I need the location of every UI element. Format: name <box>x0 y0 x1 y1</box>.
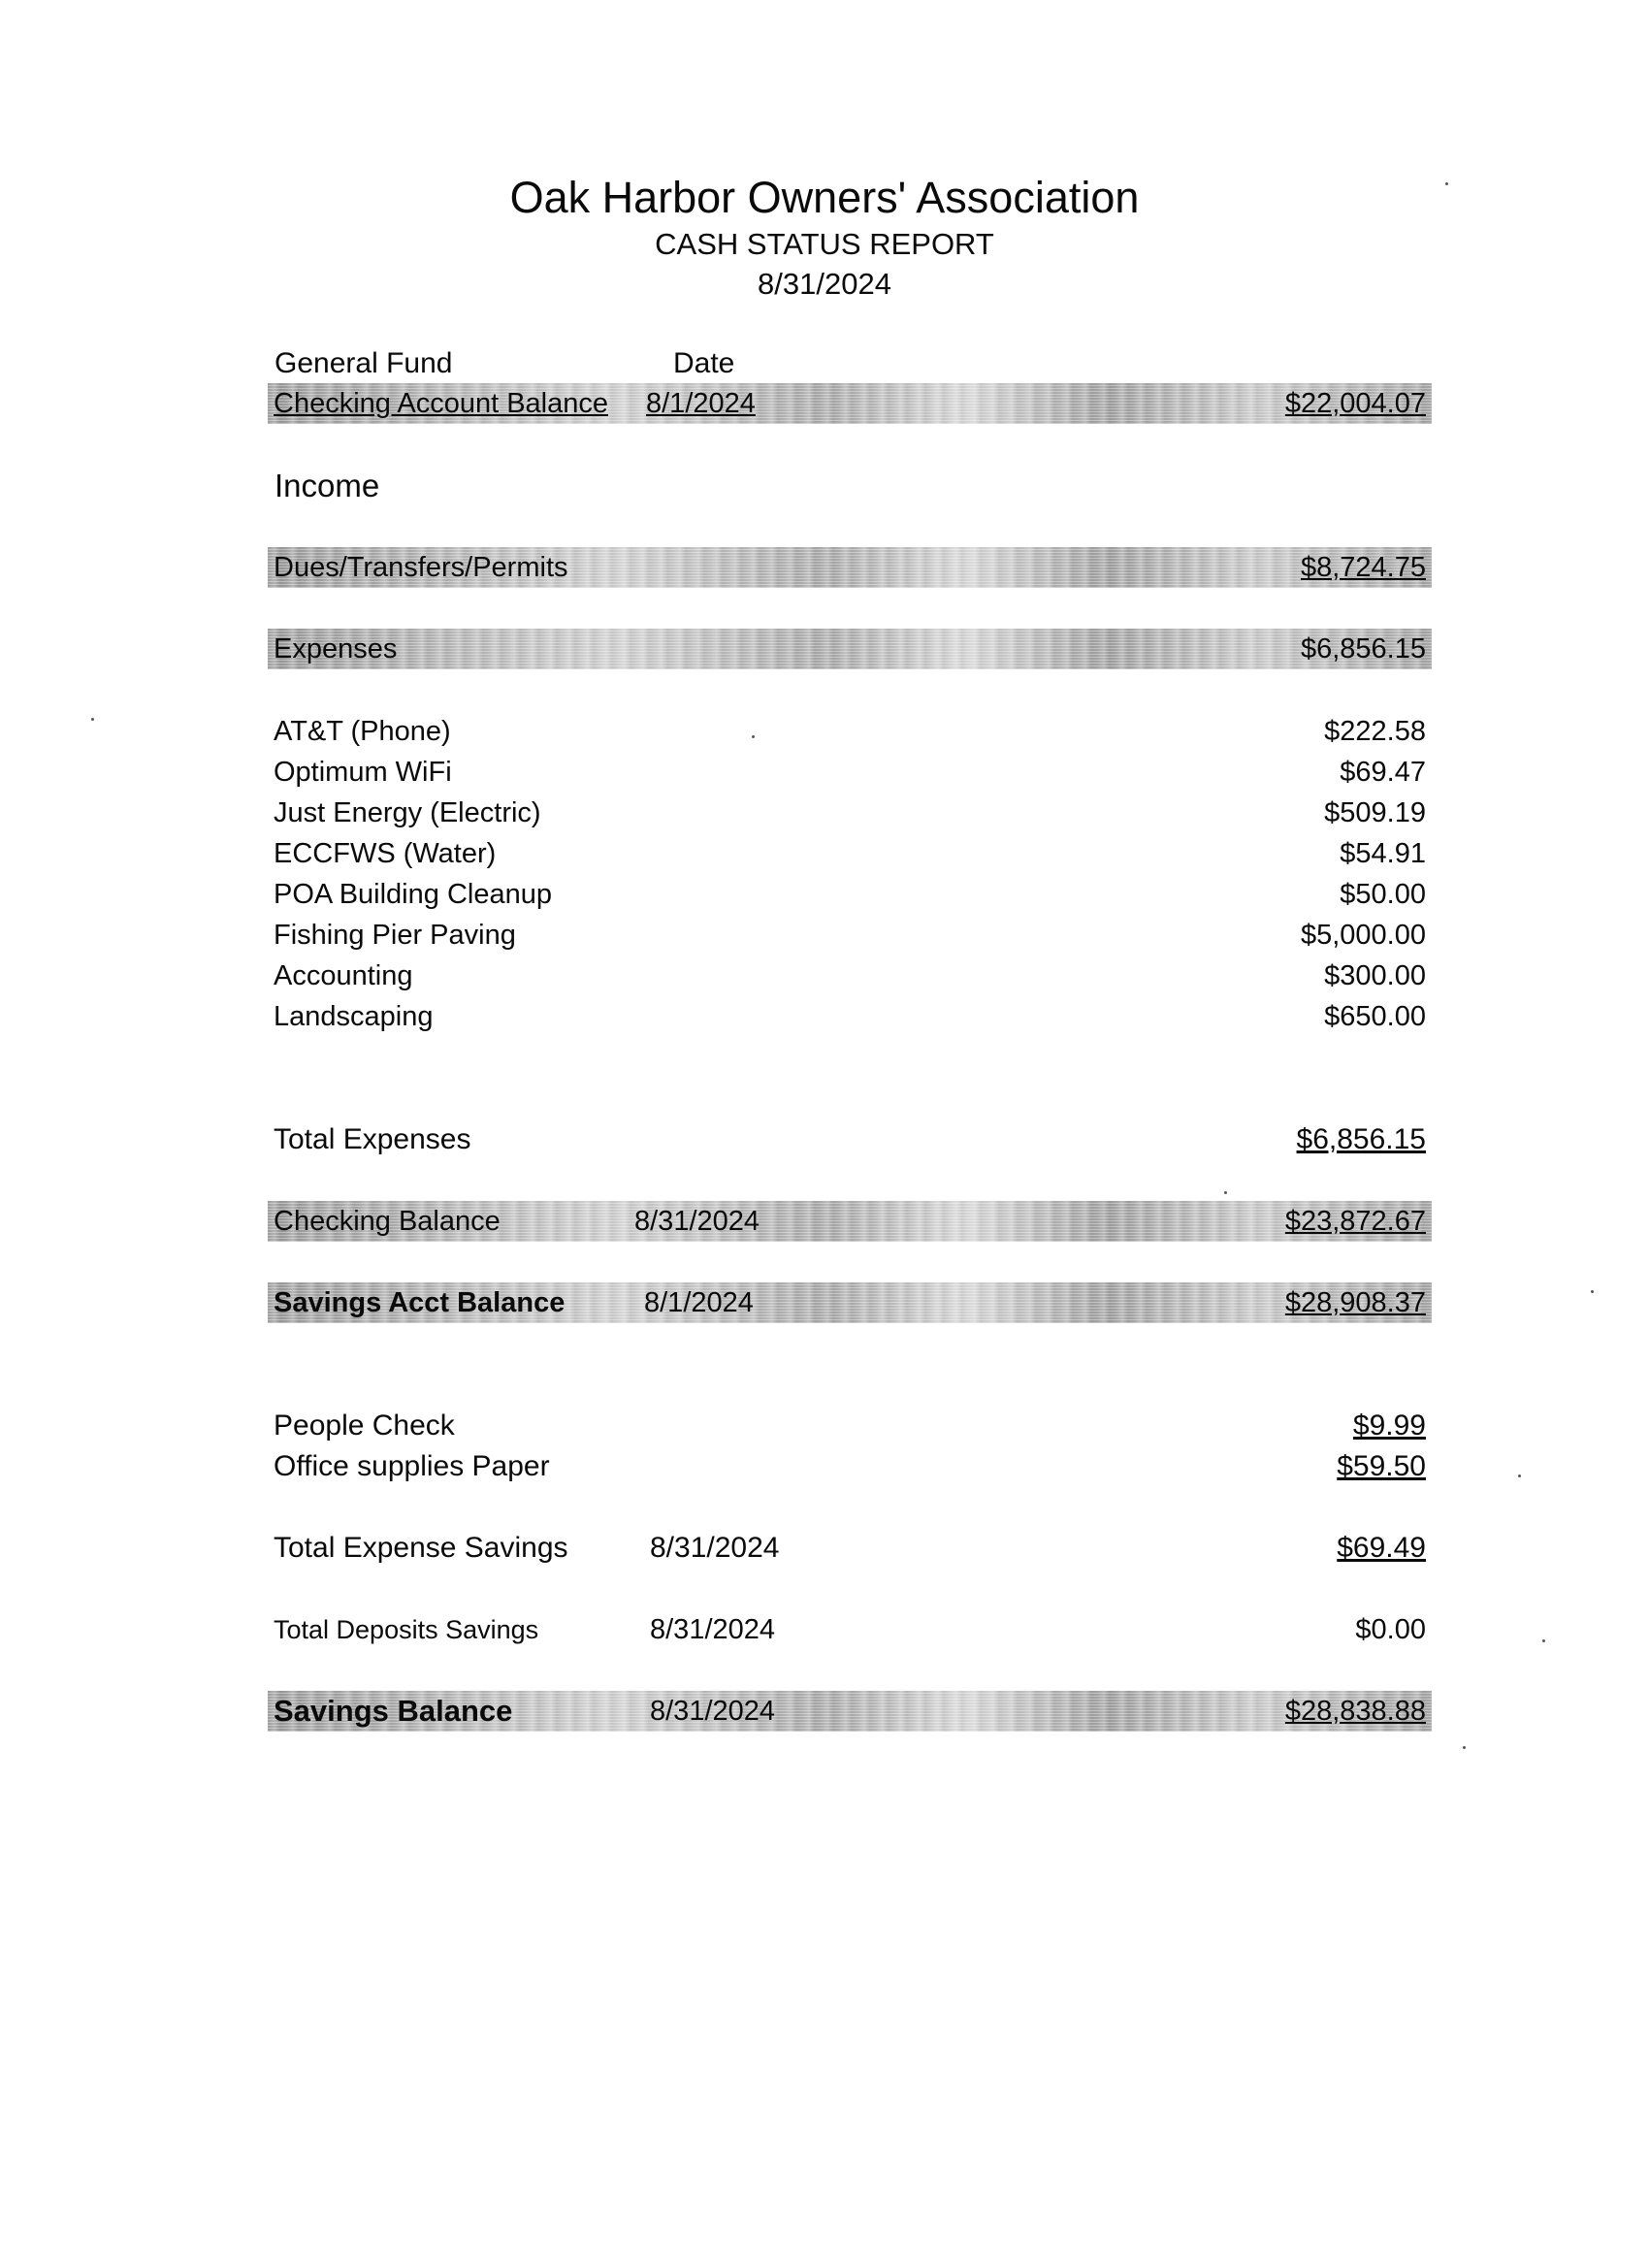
income-label: Dues/Transfers/Permits <box>274 552 568 583</box>
expense-item-label: Optimum WiFi <box>274 757 452 788</box>
savings-closing-amount: $28,838.88 <box>1284 1696 1426 1727</box>
expenses-summary-amount: $6,856.15 <box>1300 633 1426 664</box>
savings-item-label: Office supplies Paper <box>274 1450 550 1482</box>
total-expenses-row <box>268 1119 1432 1160</box>
checking-opening-row <box>268 383 1432 424</box>
income-amount: $8,724.75 <box>1300 552 1426 583</box>
date-column-heading: Date <box>673 347 735 379</box>
total-deposits-savings-amount: $0.00 <box>1355 1614 1426 1645</box>
report-title: CASH STATUS REPORT <box>655 227 994 261</box>
report-date: 8/31/2024 <box>758 267 891 301</box>
expense-item-amount: $222.58 <box>1324 716 1426 747</box>
expense-item <box>268 996 1432 1037</box>
scan-speck <box>1445 182 1448 185</box>
scan-speck <box>1463 1746 1466 1749</box>
expense-item <box>268 752 1432 793</box>
savings-item-amount: $59.50 <box>1337 1450 1426 1482</box>
total-expenses-label: Total Expenses <box>274 1123 471 1155</box>
expense-item <box>268 915 1432 956</box>
scan-speck <box>91 718 94 721</box>
general-fund-heading: General Fund <box>275 347 453 379</box>
expenses-summary-label: Expenses <box>274 633 398 664</box>
savings-closing-label: Savings Balance <box>274 1694 513 1728</box>
savings-opening-label: Savings Acct Balance <box>274 1287 566 1318</box>
savings-item <box>268 1406 1432 1446</box>
expense-item-label: POA Building Cleanup <box>274 879 552 910</box>
expense-item-amount: $54.91 <box>1340 838 1426 869</box>
checking-opening-date: 8/1/2024 <box>646 388 756 419</box>
total-expense-savings-date: 8/31/2024 <box>650 1532 780 1564</box>
total-expense-savings-label: Total Expense Savings <box>274 1532 568 1564</box>
expense-item-label: Just Energy (Electric) <box>274 797 541 828</box>
scan-speck <box>1591 1290 1594 1293</box>
checking-opening-amount: $22,004.07 <box>1284 388 1426 419</box>
expenses-summary-row <box>268 629 1432 669</box>
expense-item-amount: $50.00 <box>1340 879 1426 910</box>
expense-item-label: Accounting <box>274 960 413 991</box>
checking-closing-row <box>268 1201 1432 1242</box>
expense-item <box>268 874 1432 915</box>
scan-speck <box>1542 1639 1545 1642</box>
expense-item-amount: $69.47 <box>1340 757 1426 788</box>
organization-title: Oak Harbor Owners' Association <box>509 173 1140 222</box>
expense-item-amount: $650.00 <box>1324 1001 1426 1032</box>
checking-closing-date: 8/31/2024 <box>634 1206 760 1237</box>
savings-item-amount: $9.99 <box>1352 1409 1426 1442</box>
expense-item-label: AT&T (Phone) <box>274 716 451 747</box>
scan-speck <box>1224 1191 1227 1194</box>
expense-item-amount: $300.00 <box>1324 960 1426 991</box>
expense-item-label: ECCFWS (Water) <box>274 838 497 869</box>
total-expense-savings-row <box>268 1528 1432 1569</box>
savings-closing-row <box>268 1691 1432 1732</box>
expense-item <box>268 793 1432 833</box>
total-deposits-savings-label: Total Deposits Savings <box>274 1615 539 1644</box>
savings-item-label: People Check <box>274 1409 455 1442</box>
expense-item-amount: $5,000.00 <box>1300 920 1426 951</box>
expense-item-label: Fishing Pier Paving <box>274 920 516 951</box>
checking-closing-amount: $23,872.67 <box>1284 1206 1426 1237</box>
income-row <box>268 547 1432 588</box>
expense-item <box>268 833 1432 874</box>
total-expenses-amount: $6,856.15 <box>1296 1123 1426 1155</box>
expense-item <box>268 711 1432 752</box>
savings-opening-date: 8/1/2024 <box>644 1287 754 1318</box>
total-expense-savings-amount: $69.49 <box>1337 1532 1426 1564</box>
savings-opening-row <box>268 1282 1432 1323</box>
savings-closing-date: 8/31/2024 <box>650 1696 776 1727</box>
savings-opening-amount: $28,908.37 <box>1284 1287 1426 1318</box>
income-heading: Income <box>275 468 380 503</box>
savings-item <box>268 1446 1432 1487</box>
expense-item-amount: $509.19 <box>1324 797 1426 828</box>
scan-speck <box>1518 1474 1521 1477</box>
total-deposits-savings-row <box>268 1609 1432 1650</box>
expense-item <box>268 956 1432 996</box>
scan-speck <box>752 735 755 738</box>
total-deposits-savings-date: 8/31/2024 <box>650 1614 776 1645</box>
expense-item-label: Landscaping <box>274 1001 434 1032</box>
checking-closing-label: Checking Balance <box>274 1206 501 1237</box>
checking-opening-label: Checking Account Balance <box>274 388 608 419</box>
